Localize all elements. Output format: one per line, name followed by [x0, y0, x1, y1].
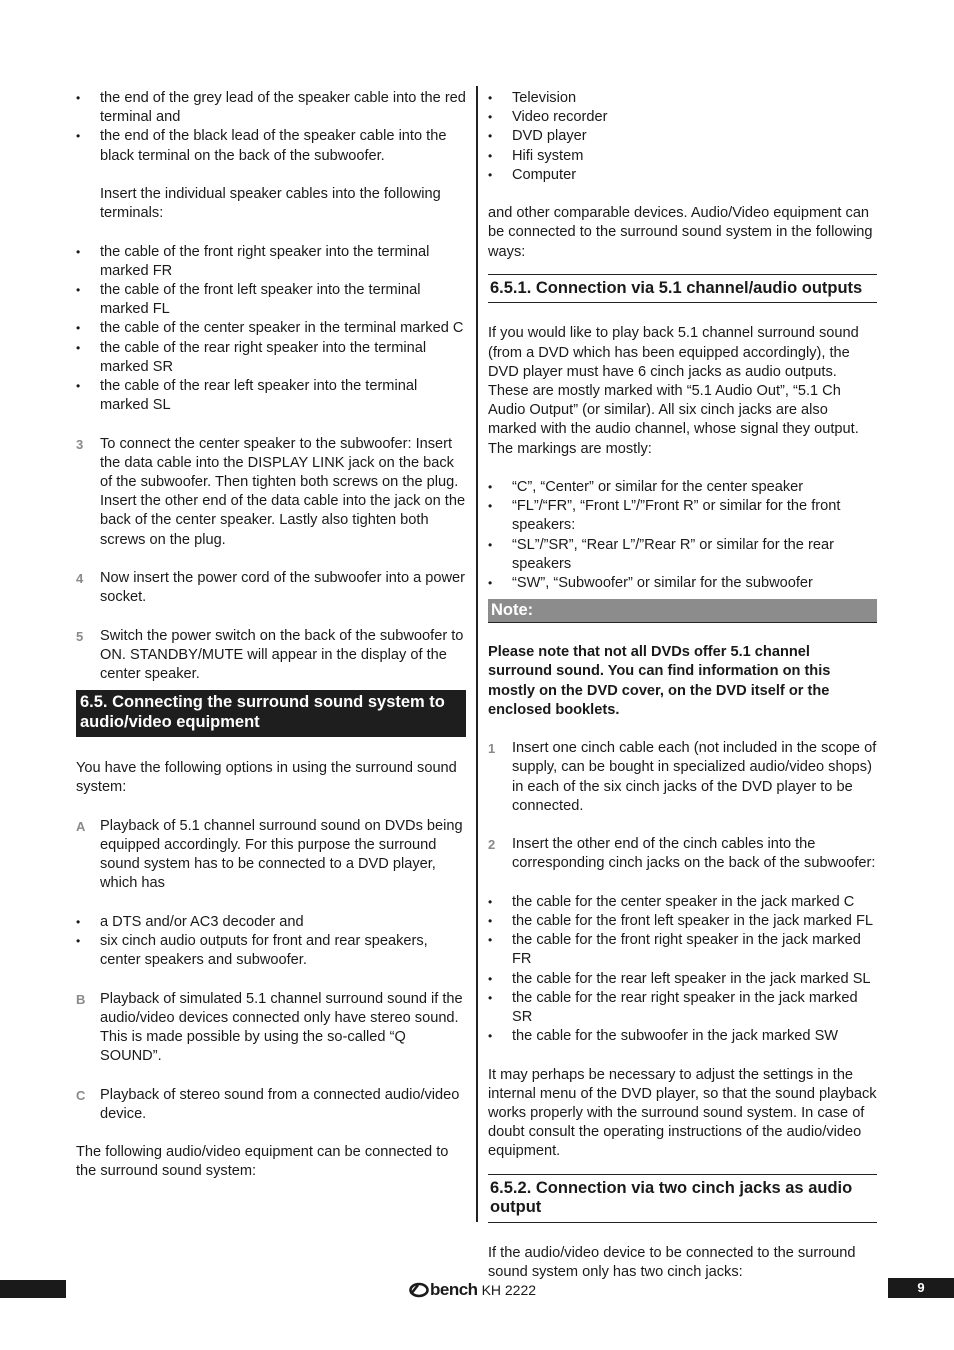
step-number: 1: [488, 741, 496, 757]
markings-list: [488, 478, 877, 593]
list-item: • “SL”/”SR”, “Rear L”/”Rear R” or similar for the rear speakers: [488, 536, 877, 574]
option-letter: A: [76, 818, 86, 834]
jack-list: [488, 893, 877, 1047]
option-b: [76, 990, 466, 1067]
list-item: • a DTS and/or AC3 decoder and: [76, 913, 466, 932]
list-item: • the end of the black lead of the speaker cable into the black terminal on the back of the subwoofer.: [76, 127, 466, 165]
list-item: • Video recorder: [488, 108, 877, 127]
list-item: • the cable for the center speaker in the jack marked C: [488, 893, 877, 912]
devices-outro: and other comparable devices. Audio/Video equipment can be connected to the surround sound system in the following ways:: [488, 205, 873, 260]
list-item: • the cable for the front right speaker in the jack marked FR: [488, 931, 877, 969]
option-text: Playback of stereo sound from a connected audio/video device.: [100, 1086, 460, 1122]
brand-logo: [409, 1281, 536, 1299]
step-text: Insert one cinch cable each (not included in the scope of supply, can be bought in specialized audio/video shops) in each of the six cinch jacks of the DVD player to be connected.: [512, 740, 877, 814]
list-item: • “SW”, “Subwoofer” or similar for the subwoofer: [488, 574, 877, 593]
page-number: 9: [888, 1278, 954, 1298]
paragraph-6-5-1: If you would like to play back 5.1 channel surround sound (from a DVD which has been equipped accordingly), the DVD player must have 6 cinch jacks as audio outputs. These are mostly marked with “5.1 Audio Out”, “5.1 Ch Audio Output” (or similar). All six cinch jacks are also marked with the audio channel, whose signal they output. The markings are mostly:: [488, 325, 859, 457]
step-text: Switch the power switch on the back of the subwoofer to ON. STANDBY/MUTE will appear in the display of the center speaker.: [100, 627, 464, 683]
footer-bar-left: [0, 1280, 66, 1298]
list-item: • the cable of the front right speaker into the terminal marked FR: [76, 243, 466, 281]
step-5: [76, 627, 466, 685]
speaker-terminal-list: [76, 243, 466, 416]
equipment-intro: The following audio/video equipment can be connected to the surround sound system:: [76, 1144, 449, 1180]
list-item: • the cable for the rear left speaker in the jack marked SL: [488, 970, 877, 989]
options-intro: You have the following options in using the surround sound system:: [76, 760, 457, 796]
note-text: Please note that not all DVDs offer 5.1 channel surround sound. You can find information on this mostly on the DVD cover, on the DVD itself or the enclosed booklets.: [488, 644, 831, 718]
option-c: [76, 1086, 466, 1124]
list-item: • the cable of the rear left speaker into the terminal marked SL: [76, 377, 466, 415]
paragraph-6-5-2: If the audio/video device to be connected to the surround sound system only has two cinch jacks:: [488, 1244, 856, 1280]
list-item: • DVD player: [488, 127, 877, 146]
column-divider: [476, 86, 478, 1222]
insert-cables-text: Insert the individual speaker cables into the following terminals:: [100, 186, 441, 222]
step-4: [76, 569, 466, 607]
step-number: 3: [76, 436, 84, 452]
step-1: [488, 739, 877, 816]
list-item: • the cable of the rear right speaker into the terminal marked SR: [76, 339, 466, 377]
section-heading-6-5: 6.5. Connecting the surround sound system to audio/video equipment: [76, 690, 466, 737]
step-text: To connect the center speaker to the subwoofer: Insert the data cable into the DISPLAY LINK jack on the back of the subwoofer. Then tighten both screws on the plug. Insert the other end of the data cable into the jack on the back of the center speaker. Lastly also tighten both screws on the plug.: [100, 435, 466, 548]
step-2: [488, 835, 877, 873]
right-column: [488, 89, 877, 1301]
adjust-settings-text: It may perhaps be necessary to adjust the settings in the internal menu of the DVD player, so that the sound playback works properly with the surround sound system. In case of doubt consult the operating instructions of the audio/video equipment.: [488, 1066, 877, 1160]
list-item: • the cable of the center speaker in the terminal marked C: [76, 319, 466, 338]
list-item: • the cable for the subwoofer in the jack marked SW: [488, 1027, 877, 1046]
option-letter: C: [76, 1087, 86, 1103]
step-number: 4: [76, 571, 84, 587]
section-heading-6-5-1: 6.5.1. Connection via 5.1 channel/audio outputs: [488, 274, 877, 304]
list-item: • Hifi system: [488, 147, 877, 166]
device-list: [488, 89, 877, 185]
terminal-lead-list: [76, 89, 466, 166]
step-text: Now insert the power cord of the subwoofer into a power socket.: [100, 570, 466, 606]
brand-name: bench: [430, 1280, 478, 1299]
page-footer: [0, 1278, 954, 1300]
model-number: KH 2222: [481, 1282, 537, 1298]
step-number: 2: [488, 837, 496, 853]
option-letter: B: [76, 991, 86, 1007]
option-a: [76, 817, 466, 894]
step-text: Insert the other end of the cinch cables into the corresponding cinch jacks on the back of the subwoofer:: [512, 836, 876, 872]
step-number: 5: [76, 628, 84, 644]
step-3: [76, 435, 466, 550]
left-column: [76, 89, 466, 1201]
brand-mark-icon: [409, 1282, 429, 1298]
list-item: • the cable for the rear right speaker in the jack marked SR: [488, 989, 877, 1027]
option-text: Playback of 5.1 channel surround sound on DVDs being equipped accordingly. For this purpose the surround sound system has to be connected to a DVD player, which has: [100, 817, 463, 892]
section-heading-6-5-2: 6.5.2. Connection via two cinch jacks as audio output: [488, 1174, 877, 1223]
list-item: • the cable of the front left speaker into the terminal marked FL: [76, 281, 466, 319]
list-item: • Television: [488, 89, 877, 108]
list-item: • six cinch audio outputs for front and rear speakers, center speakers and subwoofer.: [76, 932, 466, 970]
list-item: • “FL”/“FR”, “Front L”/”Front R” or similar for the front speakers:: [488, 497, 877, 535]
list-item: • the end of the grey lead of the speaker cable into the red terminal and: [76, 89, 466, 127]
note-heading: Note:: [488, 599, 877, 623]
list-item: • Computer: [488, 166, 877, 185]
option-text: Playback of simulated 5.1 channel surround sound if the audio/video devices connected only have stereo sound. This is made possible by using the so-called “Q SOUND”.: [100, 990, 463, 1065]
list-item: • the cable for the front left speaker in the jack marked FL: [488, 912, 877, 931]
dvd-requirements-list: [76, 913, 466, 971]
list-item: • “C”, “Center” or similar for the center speaker: [488, 478, 877, 497]
